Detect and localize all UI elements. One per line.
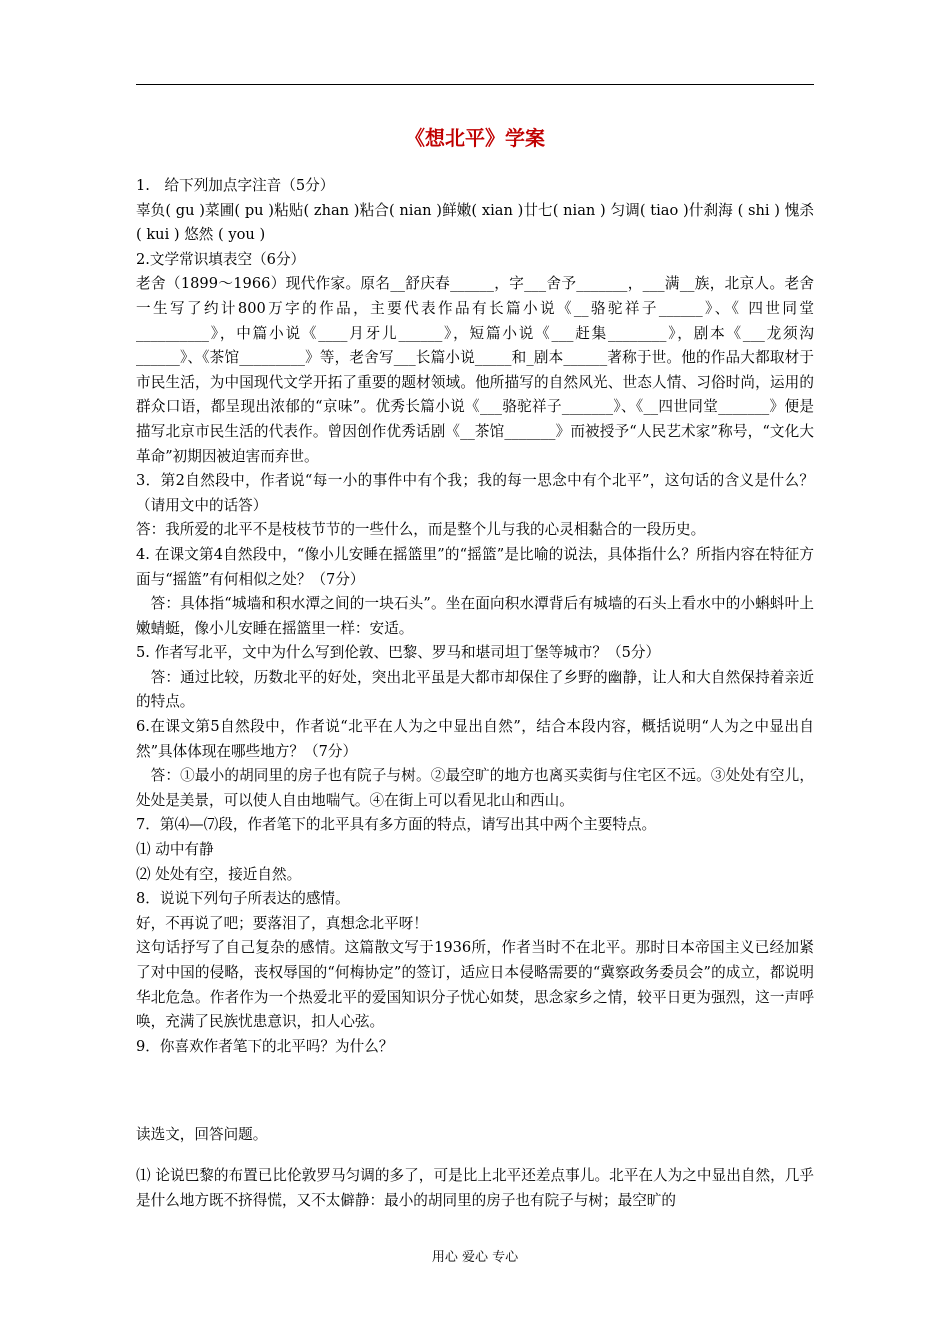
reading-passage: ⑴ 论说巴黎的布置已比伦敦罗马匀调的多了，可是比上北平还差点事儿。北平在人为之中显出自然，几乎是什么地方既不挤得慌，又不太僻静：最小的胡同里的房子也有院子与树；最空旷的 — [136, 1166, 814, 1209]
q7-answer-1: ⑴ 动中有静 — [136, 841, 214, 859]
q8-answer: 这句话抒写了自己复杂的感情。这篇散文写于1936所，作者当时不在北平。那时日本帝国主义已经加紧了对中国的侵略，丧权辱国的“何梅协定”的签订，适应日本侵略需要的“冀察政务委员会”的成立，都说明华北危急。作者作为一个热爱北平的爱国知识分子忧心如焚，思念家乡之情，较平日更为强烈，这一声呼唤，充满了民族忧患意识，扣人心弦。 — [136, 939, 814, 1031]
q8-quoted-sentence: 好，不再说了吧；要落泪了，真想念北平呀！ — [136, 914, 428, 932]
q7-answer-2: ⑵ 处处有空，接近自然。 — [136, 865, 302, 883]
document-body — [136, 174, 814, 1213]
q1-heading: 1. 给下列加点字注音（5分） — [136, 177, 335, 194]
q1-pinyin-items: 辜负( gu )菜圃( pu )粘贴( zhan )粘合( nian )鲜嫩( xian )廿七( nian ) 匀调( tiao )什刹海 ( shi ) 愧杀 ( kui ) 悠然 ( you ) — [136, 201, 814, 244]
header-rule — [136, 84, 814, 85]
q7-question: 7．第⑷—⑺段，作者笔下的北平具有多方面的特点，请写出其中两个主要特点。 — [136, 816, 657, 834]
page-footer: 用心 爱心 专心 — [431, 1250, 519, 1265]
q4-question: 4. 在课文第4自然段中，“像小儿安睡在摇篮里”的“摇篮”是比喻的说法，具体指什么？所指内容在特征方面与“摇篮”有何相似之处？（7分） — [136, 545, 814, 588]
q5-question: 5. 作者写北平，文中为什么写到伦敦、巴黎、罗马和堪司坦丁堡等城市？（5分） — [136, 644, 661, 662]
q4-answer: 答：具体指“城墙和积水潭之间的一块石头”。坐在面向积水潭背后有城墙的石头上看水中的小蝌蚪叶上嫩蜻蜓，像小儿安睡在摇篮里一样：安适。 — [136, 595, 814, 637]
q8-question: 8．说说下列句子所表达的感情。 — [136, 890, 350, 908]
q3-answer: 答：我所爱的北平不是枝枝节节的一些什么，而是整个儿与我的心灵相黏合的一段历史。 — [136, 521, 706, 539]
document-title: 《想北平》学案 — [405, 126, 545, 150]
q6-question: 6.在课文第5自然段中，作者说“北平在人为之中显出自然”，结合本段内容，概括说明“人为之中显出自然”具体体现在哪些地方？（7分） — [136, 718, 814, 760]
q2-literature-fill: 老舍（1899～1966）现代作家。原名__舒庆春______，字___舍予_______，___满__族，北京人。老舍一生写了约计800万字的作品，主要代表作品有长篇小说《__骆驼祥子______》、《 四世同堂__________》，中篇小说《____月牙儿______》，短篇小说《___赶集________》，剧本《___龙须沟______》、《茶馆_________》等，老舍写___长篇小说_____和_剧本______著称于世。他的作品大都取材于市民生活，为中国现代文学开拓了重要的题材领域。他所描写的自然风光、世态人情、习俗时尚，运用的群众口语，都呈现出浓郁的“京味”。优秀长篇小说《___骆驼祥子_______》、《__四世同堂_______》便是描写北京市民生活的代表作。曾因创作优秀话剧《__茶馆_______》而被授予“人民艺术家”称号，“文化大革命”初期因被迫害而弃世。 — [136, 275, 814, 465]
q5-answer: 答：通过比较，历数北平的好处，突出北平虽是大都市却保住了乡野的幽静，让人和大自然保持着亲近的特点。 — [136, 668, 814, 711]
q2-heading: 2.文学常识填表空（6分） — [136, 250, 306, 268]
q9-question: 9．你喜欢作者笔下的北平吗？为什么？ — [136, 1037, 394, 1055]
q6-answer: 答：①最小的胡同里的房子也有院子与树。②最空旷的地方也离买卖街与住宅区不远。③处处有空儿，处处是美景，可以使人自由地喘气。④在街上可以看见北山和西山。 — [136, 767, 814, 809]
reading-prompt: 读选文，回答问题。 — [136, 1126, 268, 1144]
q3-question: 3．第2自然段中，作者说“每一小的事件中有个我；我的每一思念中有个北平”，这句话的含义是什么？（请用文中的话答） — [136, 472, 814, 514]
